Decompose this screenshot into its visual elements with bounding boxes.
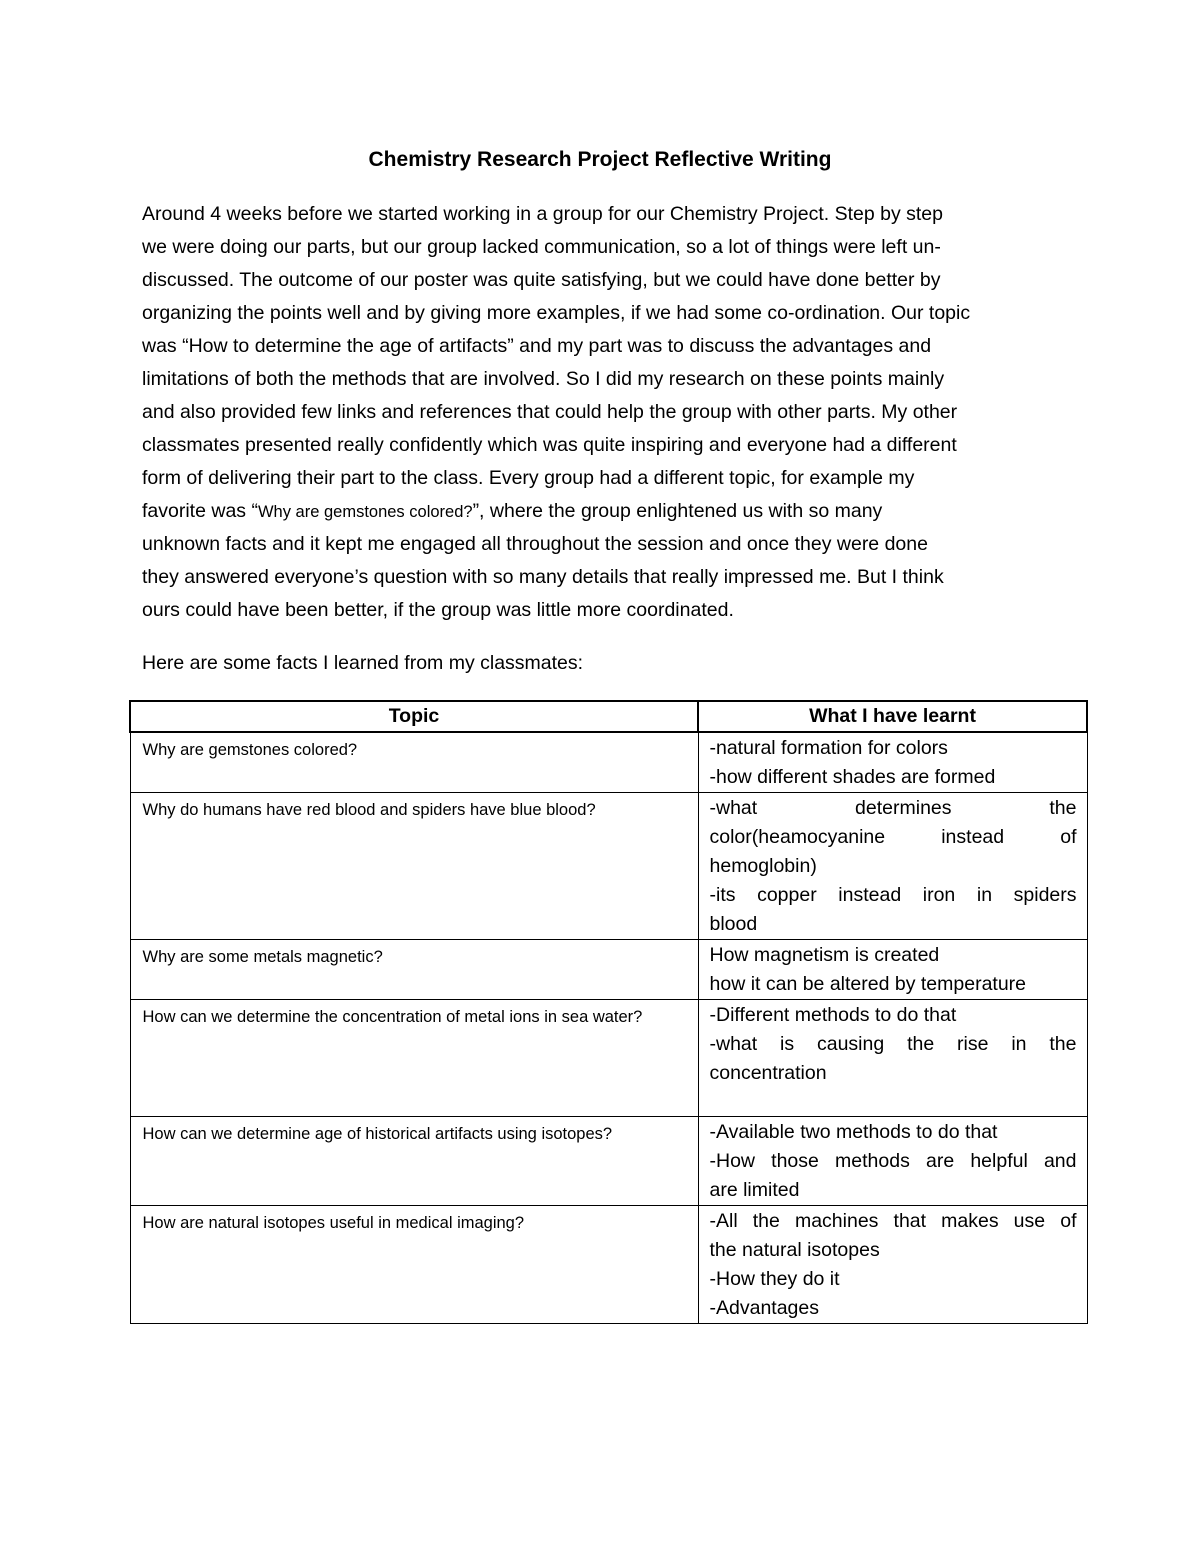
topic-cell: Why are gemstones colored? [130,732,698,793]
quote-prefix: favorite was “ [142,500,258,522]
paragraph-line: was “How to determine the age of artifacts” and my part was to discuss the advantages and [142,335,932,357]
paragraph-line: classmates presented really confidently which was quite inspiring and everyone had a different [142,434,957,456]
learnt-cell [698,793,1087,940]
facts-table [129,700,1088,1324]
column-header-topic: Topic [130,701,698,732]
learnt-line: color(heamocyanine instead of [709,826,1077,848]
learnt-cell [698,1206,1087,1324]
topic-cell: How can we determine age of historical artifacts using isotopes? [130,1117,698,1206]
paragraph-line: unknown facts and it kept me engaged all throughout the session and once they were done [142,533,928,555]
learnt-cell [698,940,1087,1000]
learnt-line: hemoglobin) [709,855,817,877]
table-row [130,1206,1087,1324]
learnt-line: -How they do it [709,1268,840,1290]
learnt-cell [698,1000,1087,1117]
learnt-line: -All the machines that makes use of [709,1210,1077,1232]
learnt-line: -what determines the [709,797,1077,819]
table-row [130,940,1087,1000]
learnt-line: blood [709,913,758,935]
learnt-line: -Advantages [709,1297,819,1319]
paragraph-line: and also provided few links and references that could help the group with other parts. My other [142,401,958,423]
learnt-cell [698,732,1087,793]
table-header-row [130,701,1087,732]
table-row [130,793,1087,940]
reflection-paragraph [142,198,1072,627]
learnt-line: -its copper instead iron in spiders [709,884,1077,906]
table-row [130,732,1087,793]
learnt-line: -Different methods to do that [709,1004,957,1026]
topic-cell: Why are some metals magnetic? [130,940,698,1000]
learnt-line: are limited [709,1179,800,1201]
paragraph-line: form of delivering their part to the class. Every group had a different topic, for example my [142,467,915,489]
learnt-line: how it can be altered by temperature [709,973,1027,995]
learnt-line: How magnetism is created [709,944,940,966]
paragraph-line: limitations of both the methods that are involved. So I did my research on these points mainly [142,368,945,390]
quote-suffix: ”, where the group enlightened us with so many [472,500,883,522]
learnt-line: the natural isotopes [709,1239,880,1261]
document-title: Chemistry Research Project Reflective Writing [368,148,832,171]
quoted-topic: Why are gemstones colored? [257,503,473,521]
paragraph-line: organizing the points well and by giving more examples, if we had some co-ordination. Our topic [142,302,971,324]
topic-cell: Why do humans have red blood and spiders have blue blood? [130,793,698,940]
paragraph-line: ours could have been better, if the group was little more coordinated. [142,599,734,621]
paragraph-line: Around 4 weeks before we started working in a group for our Chemistry Project. Step by step [142,203,943,225]
table-row [130,1117,1087,1206]
table-row [130,1000,1087,1117]
paragraph-line-with-quote [142,495,1072,528]
learnt-line: -How those methods are helpful and [709,1150,1077,1172]
paragraph-line: discussed. The outcome of our poster was quite satisfying, but we could have done better by [142,269,941,291]
learnt-line: -Available two methods to do that [709,1121,998,1143]
topic-cell: How can we determine the concentration of metal ions in sea water? [130,1000,698,1117]
learnt-line: concentration [709,1062,827,1084]
learnt-cell [698,1117,1087,1206]
table-intro: Here are some facts I learned from my classmates: [142,652,584,674]
column-header-learnt: What I have learnt [698,701,1087,732]
learnt-line: -natural formation for colors [709,737,948,759]
learnt-line: -how different shades are formed [709,766,996,788]
topic-cell: How are natural isotopes useful in medical imaging? [130,1206,698,1324]
learnt-line: -what is causing the rise in the [709,1033,1077,1055]
paragraph-line: they answered everyone’s question with so many details that really impressed me. But I think [142,566,944,588]
paragraph-line: we were doing our parts, but our group lacked communication, so a lot of things were left un- [142,236,941,258]
